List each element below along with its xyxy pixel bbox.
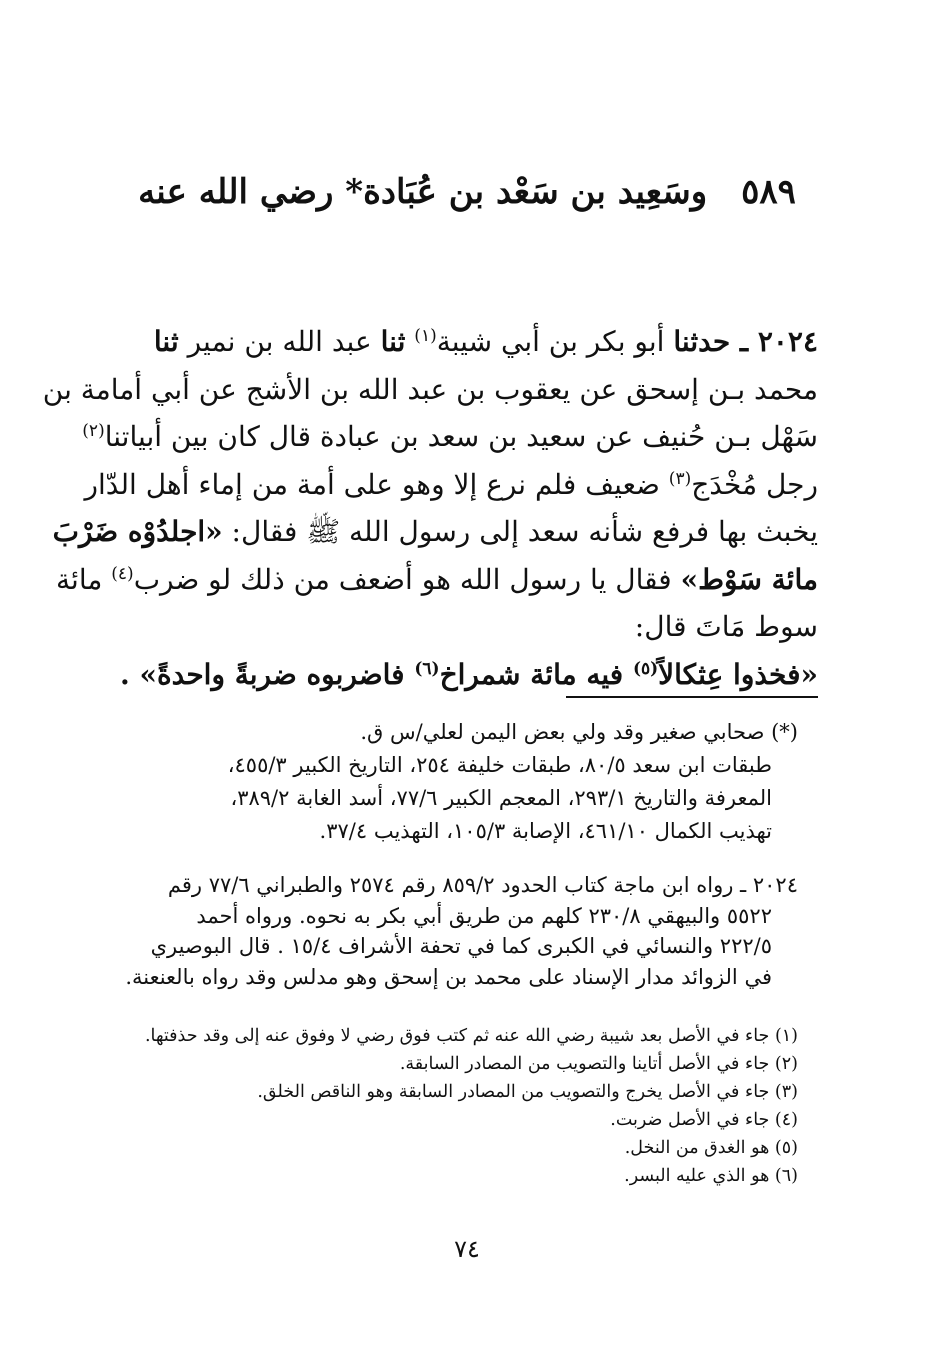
hadith-line-4 (84, 461, 818, 509)
takhrij-note (118, 870, 798, 992)
prophetic-words: «اجلدُوْه ضَرْبَ (52, 515, 223, 548)
narration-term: ثنا (380, 325, 406, 358)
page-number: ٧٤ (454, 1235, 480, 1263)
bio-line: طبقات ابن سعد ٨٠/٥، طبقات خليفة ٢٥٤، التاريخ الكبير ٤٥٥/٣، (227, 753, 772, 777)
hadith-text-segment: رجل مُخْدَج (691, 467, 818, 501)
takhrij-line: ٢٠٢٤ ـ رواه ابن ماجة كتاب الحدود ٨٥٩/٢ رقم ٢٥٧٤ والطبراني ٧٧/٦ رقم (167, 873, 798, 897)
hadith-line-5 (52, 508, 818, 556)
narration-term: ثنا (153, 325, 179, 358)
footnote-5: (٥) هو الغدق من النخل. (624, 1138, 798, 1158)
narrator-text: عبد الله بن نمير (178, 325, 381, 358)
hadith-line-1 (118, 318, 818, 366)
hadith-text-segment: يخبث بها فرفع شأنه سعد إلى رسول الله ﷺ فقال: (222, 515, 818, 548)
hadith-line-6 (56, 556, 818, 604)
prophetic-words: فيه مائة شمراخ (439, 657, 633, 691)
footnote-ref: (٢) (82, 421, 105, 441)
narrator-text: أبو بكر بن أبي شيبة (436, 325, 674, 358)
hadith-text-segment: مائة (56, 562, 112, 596)
footnote-2: (٢) جاء في الأصل أتاينا والتصويب من المصادر السابقة. (399, 1054, 798, 1074)
footnote-ref: (٣) (668, 468, 692, 489)
hadith-text-segment: سَهْل بـن حُنيف عن سعيد بن سعد بن عبادة قال كان بين أبياتنا (104, 420, 818, 453)
chapter-title: وسَعِيد بن سَعْد بن عُبَادة* رضي الله عنه (138, 172, 708, 212)
hadith-text (42, 318, 818, 698)
biography-note (118, 716, 798, 848)
footnote-ref: (٦) (414, 658, 440, 679)
hadith-line-2: محمد بـن إسحق عن يعقوب بن عبد الله بن الأشج عن أبي أمامة بن (42, 372, 818, 406)
space (405, 325, 414, 358)
takhrij-line: في الزوائد مدار الإسناد على محمد بن إسحق وهو مدلس وقد رواه بالعنعنة. (125, 964, 772, 989)
footnote-6: (٦) هو الذي عليه البسر. (624, 1166, 798, 1186)
hadith-number: ٢٠٢٤ ـ (730, 325, 818, 358)
bio-line: (*) صحابي صغير وقد ولي بعض اليمن لعلي/س ق. (360, 720, 798, 744)
prophetic-words: فاضربوه ضربةً واحدةً» . (120, 657, 415, 691)
chapter-heading (0, 170, 934, 214)
footnote-ref: (٥) (632, 658, 659, 679)
footnote-ref: (٤) (111, 563, 134, 584)
hadith-line-8 (118, 651, 818, 699)
footnote-4: (٤) جاء في الأصل ضربت. (610, 1110, 798, 1130)
prophetic-words: «فخذوا عِثكالاً (658, 657, 818, 691)
hadith-line-3 (82, 413, 818, 461)
footnote-3: (٣) جاء في الأصل يخرج والتصويب من المصادر السابقة وهو الناقص الخلق. (257, 1082, 798, 1102)
prophetic-words: مائة سَوْط» (680, 562, 818, 596)
footnote-divider (566, 696, 818, 698)
footnote-1: (١) جاء في الأصل بعد شيبة رضي الله عنه ثم كتب فوق رضي لا وفوق عنه إلى وقد حذفتها. (144, 1026, 798, 1046)
footnotes (118, 1022, 798, 1190)
footnote-ref: (١) (414, 326, 437, 346)
hadith-text-segment: ضعيف فلم نرع إلا وهو على أمة من إماء أهل الدّار (84, 467, 669, 501)
narration-term: حدثنا (673, 325, 731, 358)
chapter-number: ٥٨٩ (741, 172, 796, 212)
hadith-line-7: سوط مَاتَ قال: (634, 610, 818, 643)
takhrij-line: ٢٢٢/٥ والنسائي في الكبرى كما في تحفة الأشراف ١٥/٤ . قال البوصيري (150, 934, 772, 958)
bio-line: تهذيب الكمال ٤٦١/١٠، الإصابة ١٠٥/٣، التهذيب ٣٧/٤. (319, 819, 772, 843)
hadith-text-segment: فقال يا رسول الله هو أضعف من ذلك لو ضرب (133, 562, 681, 596)
takhrij-line: ٥٥٢٢ والبيهقي ٢٣٠/٨ كلهم من طريق أبي بكر به نحوه. ورواه أحمد (196, 903, 772, 928)
bio-line: المعرفة والتاريخ ٢٩٣/١، المعجم الكبير ٧٧/٦، أسد الغابة ٣٨٩/٢، (230, 786, 772, 810)
